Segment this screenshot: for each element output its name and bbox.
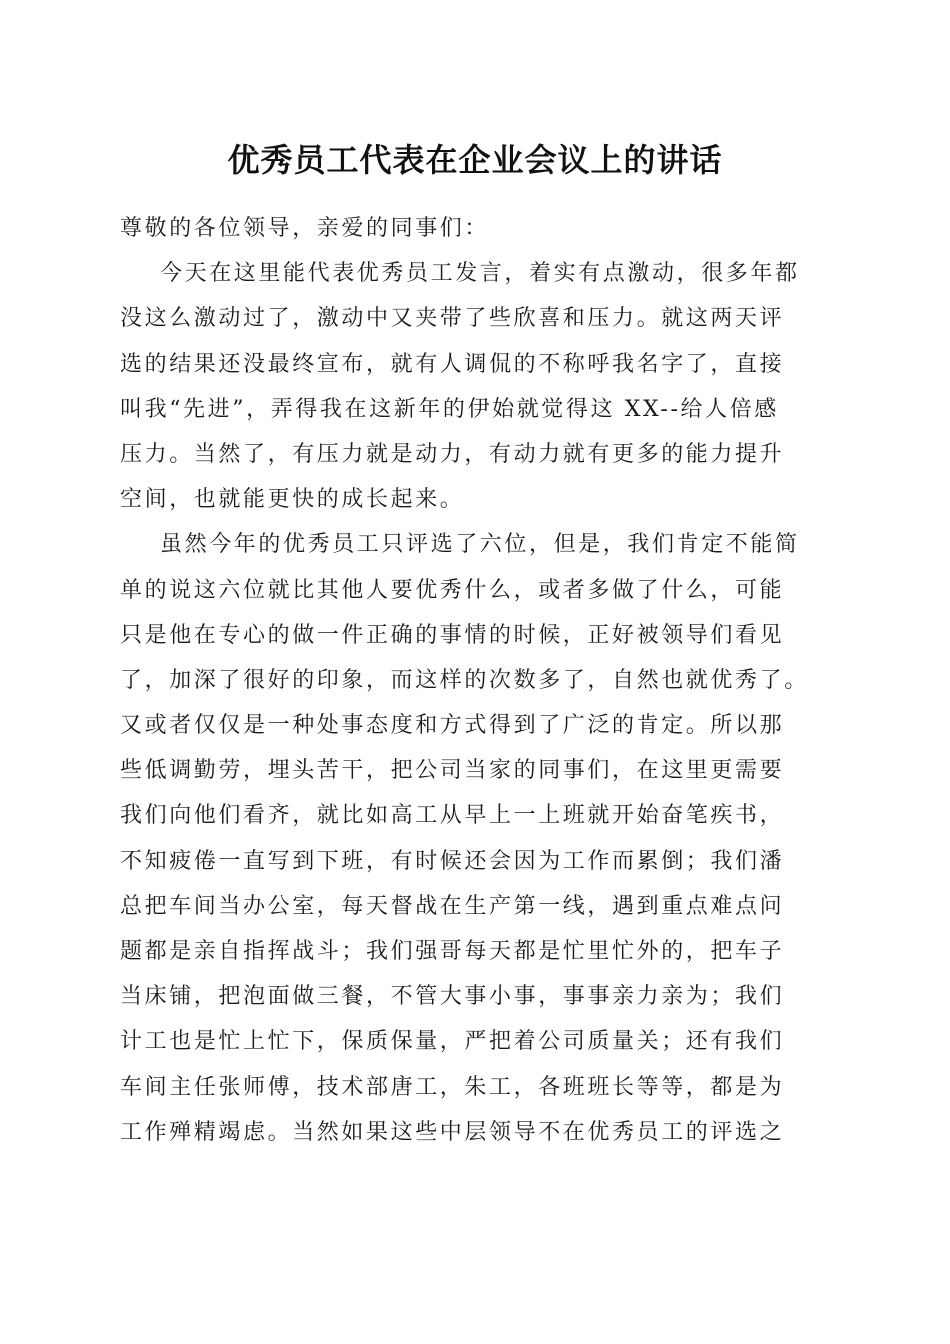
paragraph-line: 工作殚精竭虑。当然如果这些中层领导不在优秀员工的评选之 <box>120 1119 785 1145</box>
document-title: 优秀员工代表在企业会议上的讲话 <box>227 141 723 179</box>
paragraph-line: 单的说这六位就比其他人要优秀什么，或者多做了什么，可能 <box>120 577 785 603</box>
paragraph-line: 虽然今年的优秀员工只评选了六位，但是，我们肯定不能简 <box>160 532 800 558</box>
paragraph-line: 计工也是忙上忙下，保质保量，严把着公司质量关；还有我们 <box>120 1029 785 1055</box>
paragraph-line: 总把车间当办公室，每天督战在生产第一线，遇到重点难点问 <box>120 893 785 919</box>
paragraph-line: 选的结果还没最终宣布，就有人调侃的不称呼我名字了，直接 <box>120 351 785 377</box>
salutation-line: 尊敬的各位领导，亲爱的同事们： <box>120 216 490 241</box>
paragraph-line: 又或者仅仅是一种处事态度和方式得到了广泛的肯定。所以那 <box>120 713 785 739</box>
paragraph-line: 我们向他们看齐，就比如高工从早上一上班就开始奋笔疾书， <box>120 803 785 829</box>
paragraph-line: 只是他在专心的做一件正确的事情的时候，正好被领导们看见 <box>120 622 785 648</box>
paragraph-line: 不知疲倦一直写到下班，有时候还会因为工作而累倒；我们潘 <box>120 848 785 874</box>
paragraph-line: 题都是亲自指挥战斗；我们强哥每天都是忙里忙外的，把车子 <box>120 939 785 964</box>
paragraph-line: 压力。当然了，有压力就是动力，有动力就有更多的能力提升 <box>120 441 785 467</box>
paragraph-line: 了，加深了很好的印象，而这样的次数多了，自然也就优秀了。 <box>120 667 809 693</box>
paragraph-line: 当床铺，把泡面做三餐，不管大事小事，事事亲力亲为；我们 <box>120 984 785 1010</box>
paragraph-line: 车间主任张师傅，技术部唐工，朱工，各班班长等等，都是为 <box>120 1074 785 1100</box>
paragraph-line: 今天在这里能代表优秀员工发言，着实有点激动，很多年都 <box>160 261 800 287</box>
paragraph-line: 没这么激动过了，激动中又夹带了些欣喜和压力。就这两天评 <box>120 306 785 332</box>
paragraph-line: 叫我“先进”，弄得我在这新年的伊始就觉得这 XX--给人倍感 <box>120 396 779 422</box>
document-body <box>120 206 840 1155</box>
paragraph-line: 些低调勤劳，埋头苦干，把公司当家的同事们，在这里更需要 <box>120 758 785 784</box>
paragraph-line: 空间，也就能更快的成长起来。 <box>120 487 465 513</box>
